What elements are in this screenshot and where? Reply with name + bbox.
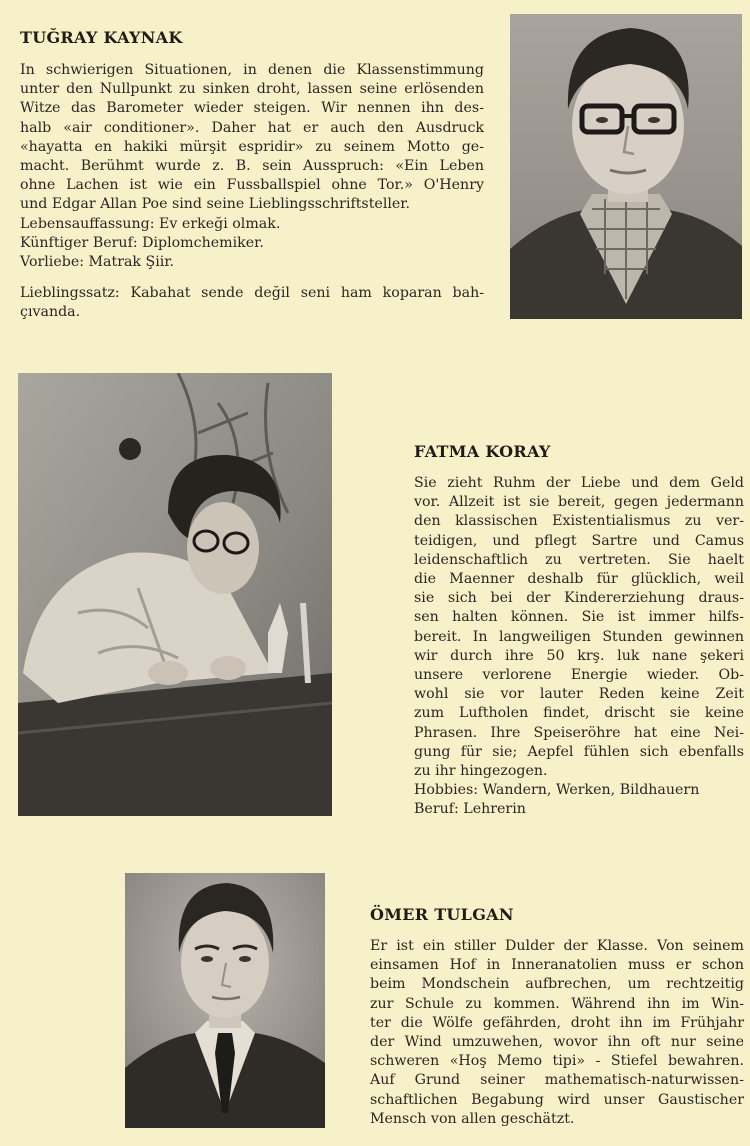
bio-line: wir durch ihre 50 krş. luk nane şekeri (414, 647, 744, 664)
bio-line: Künftiger Beruf: Diplomchemiker. (20, 234, 264, 251)
bio-line: zu ihr hingezogen. (414, 763, 548, 780)
bio-line: sen halten können. Sie ist immer hilfs- (414, 609, 744, 626)
bio-line: Hobbies: Wandern, Werken, Bildhauern (414, 782, 700, 799)
bio-line: Beruf: Lehrerin (414, 801, 526, 818)
bio-line: die Maenner deshalb für glücklich, weil (414, 571, 744, 588)
bio-line: schaftlichen Begabung wird unser Gaustischer (370, 1091, 744, 1108)
bio-line: den klassischen Existentialismus zu ver- (414, 513, 744, 530)
bio-line: çıvanda. (20, 304, 81, 321)
portrait-photo-fatma (18, 373, 332, 816)
bio-line: unter den Nullpunkt zu sinken droht, lassen seine erlösenden (20, 81, 484, 98)
bio-line: ter die Wölfe gefährden, droht ihn im Frühjahr (370, 1014, 744, 1031)
bio-line: zur Schule zu kommen. Während ihn im Win- (370, 995, 744, 1012)
bio-line: beim Mondschein aufbrechen, um rechtzeitig (370, 976, 744, 993)
bio-line: schweren «Hoş Memo tipi» - Stiefel bewahren. (370, 1053, 744, 1070)
bio-line: Sie zieht Ruhm der Liebe und dem Geld (414, 475, 744, 491)
bio-line: der Wind umzuwehen, wovor ihn oft nur seine (370, 1034, 744, 1051)
bio-line: macht. Berühmt wurde z. B. sein Ausspruch: «Ein Leben (20, 158, 484, 175)
bio-line: Er ist ein stiller Dulder der Klasse. Von seinem (370, 938, 744, 954)
bio-line: sie sich bei der Kindererziehung draus- (414, 590, 744, 607)
bio-line: gung für sie; Aepfel fühlen sich ebenfalls (414, 743, 744, 760)
bio-line: Mensch von allen geschätzt. (370, 1110, 575, 1127)
bio-line: halb «air conditioner». Daher hat er auch den Ausdruck (20, 119, 484, 136)
portrait-photo-tugray (510, 14, 742, 319)
bio-line: unsere verlorene Energie wieder. Ob- (414, 667, 744, 684)
profile-name-tugray: TUĞRAY KAYNAK (20, 28, 183, 47)
bio-line: In schwierigen Situationen, in denen die Klassenstimmung (20, 62, 484, 78)
bio-line: ohne Lachen ist wie ein Fussballspiel ohne Tor.» O'Henry (20, 177, 484, 194)
bio-line: Phrasen. Ihre Speiseröhre hat eine Nei- (414, 724, 744, 741)
profile-favorite-saying-tugray (20, 284, 484, 322)
bio-line: Vorliebe: Matrak Şiir. (20, 254, 175, 271)
bio-line: Lebensauffassung: Ev erkeği olmak. (20, 215, 281, 232)
profile-bio-omer (370, 937, 744, 1129)
bio-line: teidigen, und pflegt Sartre und Camus (414, 532, 744, 549)
bio-line: Auf Grund seiner mathematisch-naturwissen- (370, 1072, 744, 1089)
profile-bio-tugray (20, 61, 484, 272)
bio-line: zum Luftholen findet, drischt sie keine (414, 705, 744, 722)
bio-line: «hayatta en hakiki mürşit espridir» zu seinem Motto ge- (20, 138, 484, 155)
profile-name-fatma: FATMA KORAY (414, 442, 551, 461)
bio-line: einsamen Hof in Inneranatolien muss er schon (370, 957, 744, 974)
bio-line: wohl sie vor lauter Reden keine Zeit (414, 686, 744, 703)
profile-name-omer: ÖMER TULGAN (370, 905, 514, 924)
portrait-photo-omer (125, 873, 325, 1128)
profile-bio-fatma (414, 474, 744, 820)
bio-line: Witze das Barometer wieder steigen. Wir nennen ihn des- (20, 100, 484, 117)
bio-line: leidenschaftlich zu vertreten. Sie haelt (414, 551, 744, 568)
bio-line: vor. Allzeit ist sie bereit, gegen jedermann (414, 494, 744, 511)
bio-line: bereit. In langweiligen Stunden gewinnen (414, 628, 744, 645)
bio-line: und Edgar Allan Poe sind seine Lieblingsschriftsteller. (20, 196, 411, 213)
bio-line: Lieblingssatz: Kabahat sende değil seni ham koparan bah- (20, 285, 484, 301)
